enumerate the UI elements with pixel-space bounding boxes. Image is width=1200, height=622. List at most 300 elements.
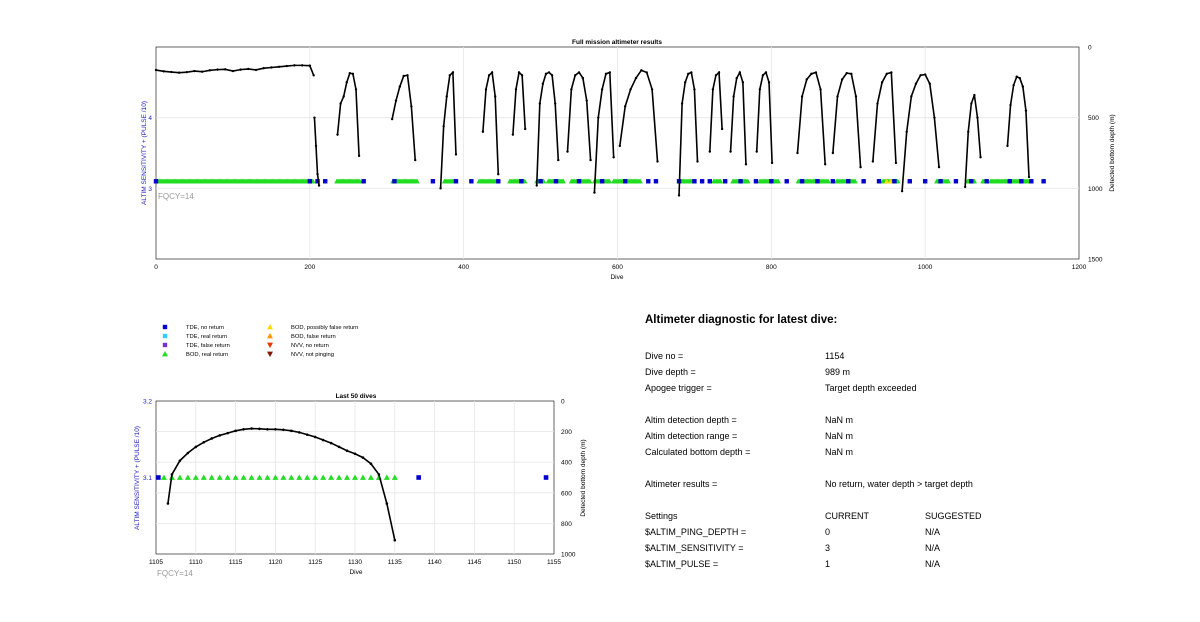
- depth-point: [765, 71, 767, 73]
- depth-point: [536, 184, 538, 186]
- depth-point: [739, 71, 741, 73]
- depth-point: [354, 452, 357, 455]
- depth-point: [976, 116, 978, 118]
- main-x-tick-label: 200: [304, 264, 316, 271]
- depth-point: [876, 102, 878, 104]
- depth-point: [635, 77, 637, 79]
- tde-no-return-marker: [431, 179, 435, 183]
- depth-point: [712, 88, 714, 90]
- last50-left-tick-label: 3.2: [142, 398, 152, 406]
- depth-point: [286, 65, 288, 67]
- depth-point: [570, 88, 572, 90]
- legend-item: [163, 325, 224, 331]
- depth-point: [886, 73, 888, 75]
- depth-point: [801, 95, 803, 97]
- legend-triangle-marker: [267, 333, 273, 338]
- depth-point: [919, 74, 921, 76]
- diag-value: 989 m: [825, 367, 851, 377]
- settings-header-suggested: SUGGESTED: [925, 511, 982, 521]
- depth-point: [881, 81, 883, 83]
- last50-x-tick-label: 1125: [308, 559, 323, 566]
- depth-point: [322, 439, 325, 442]
- depth-point: [298, 431, 301, 434]
- depth-point: [274, 428, 277, 431]
- tde-no-return-marker: [954, 179, 958, 183]
- main-left-tick-label: 4: [148, 115, 152, 123]
- depth-point: [494, 95, 496, 97]
- last50-x-tick-label: 1115: [228, 559, 243, 566]
- depth-point: [542, 83, 544, 85]
- diag-row-dive-depth: [645, 364, 1165, 380]
- depth-point: [171, 473, 174, 476]
- legend-label: NVV, not pinging: [291, 352, 334, 359]
- main-fqcy-label: FQCY=14: [158, 192, 194, 201]
- depth-point: [301, 64, 303, 66]
- diag-settings-header: [645, 508, 1165, 524]
- depth-point: [693, 88, 695, 90]
- depth-point: [915, 83, 917, 85]
- depth-point: [924, 73, 926, 75]
- last50-left-tick-label: 3.1: [142, 475, 152, 482]
- tde-no-return-marker: [544, 475, 549, 480]
- depth-point: [309, 64, 311, 66]
- last50-right-axis-label: Detected bottom depth (m): [580, 439, 587, 517]
- depth-point: [605, 73, 607, 75]
- depth-point: [247, 68, 249, 70]
- depth-point: [762, 74, 764, 76]
- diag-row-detection-depth: [645, 412, 1165, 428]
- depth-point: [796, 152, 798, 154]
- depth-point: [346, 81, 348, 83]
- depth-point: [624, 105, 626, 107]
- tde-no-return-marker: [700, 179, 704, 183]
- depth-point: [293, 64, 295, 66]
- depth-point: [266, 428, 269, 431]
- depth-point: [258, 428, 261, 431]
- depth-point: [690, 71, 692, 73]
- depth-point: [732, 95, 734, 97]
- depth-point: [895, 162, 897, 164]
- depth-point: [378, 473, 381, 476]
- legend-label: BOD, possibly false return: [291, 325, 359, 332]
- tde-no-return-marker: [600, 179, 604, 183]
- depth-point: [832, 152, 834, 154]
- depth-point: [551, 74, 553, 76]
- depth-point: [729, 150, 731, 152]
- legend: [162, 324, 358, 358]
- depth-point: [967, 131, 969, 133]
- main-chart-title: Full mission altimeter results: [572, 39, 662, 46]
- main-right-tick-label: 0: [1088, 44, 1092, 52]
- depth-point: [521, 74, 523, 76]
- last50-x-tick-label: 1130: [348, 559, 362, 566]
- tde-no-return-marker: [1019, 179, 1023, 183]
- legend-triangle-marker: [267, 324, 273, 329]
- depth-point: [715, 74, 717, 76]
- main-right-tick-label: 1500: [1088, 256, 1103, 264]
- depth-point: [358, 155, 360, 157]
- diag-key: Dive depth =: [645, 367, 696, 377]
- depth-point: [684, 81, 686, 83]
- legend-item: [267, 324, 358, 331]
- depth-point: [313, 116, 315, 118]
- depth-point: [640, 69, 642, 71]
- main-x-tick-label: 1200: [1071, 264, 1087, 271]
- depth-point: [938, 166, 940, 168]
- diag-value: NaN m: [825, 447, 854, 457]
- diag-value: NaN m: [825, 431, 854, 441]
- depth-point: [709, 150, 711, 152]
- depth-point: [557, 159, 559, 161]
- main-left-tick-label: 3: [148, 185, 152, 193]
- depth-point: [202, 441, 205, 444]
- setting-current: 3: [825, 543, 831, 553]
- setting-current: 0: [825, 527, 831, 537]
- depth-point: [209, 69, 211, 71]
- depth-point: [756, 150, 758, 152]
- tde-no-return-marker: [877, 179, 881, 183]
- legend-label: BOD, false return: [291, 334, 336, 341]
- depth-point: [255, 69, 257, 71]
- tde-no-return-marker: [323, 179, 327, 183]
- main-x-tick-label: 0: [154, 264, 158, 271]
- diag-key: Calculated bottom depth =: [645, 447, 751, 457]
- tde-no-return-marker: [646, 179, 650, 183]
- depth-point: [836, 95, 838, 97]
- setting-key: $ALTIM_PING_DEPTH =: [645, 527, 747, 537]
- tde-no-return-marker: [738, 179, 742, 183]
- main-chart: [141, 39, 1116, 281]
- depth-point: [439, 187, 441, 189]
- legend-item: [267, 343, 329, 350]
- depth-point: [170, 71, 172, 73]
- legend-triangle-marker: [267, 343, 273, 348]
- depth-point: [970, 102, 972, 104]
- depth-point: [929, 83, 931, 85]
- depth-point: [395, 100, 397, 102]
- depth-point: [218, 434, 221, 437]
- depth-point: [394, 539, 397, 542]
- legend-triangle-marker: [267, 352, 273, 357]
- depth-point: [1022, 85, 1024, 87]
- depth-point: [601, 88, 603, 90]
- main-x-axis-label: Dive: [610, 274, 624, 281]
- depth-point: [515, 88, 517, 90]
- main-right-axis-label: Detected bottom depth (m): [1109, 114, 1116, 192]
- depth-point: [973, 94, 975, 96]
- depth-point: [239, 68, 241, 70]
- main-right-tick-label: 1000: [1088, 185, 1103, 193]
- main-x-tick-label: 1000: [917, 264, 933, 271]
- depth-point: [545, 73, 547, 75]
- depth-point: [482, 131, 484, 133]
- depth-point: [597, 116, 599, 118]
- depth-point: [339, 102, 341, 104]
- tde-no-return-marker: [800, 179, 804, 183]
- main-right-tick-label: 500: [1088, 115, 1099, 123]
- diag-setting-sensitivity: [645, 540, 1165, 556]
- depth-point: [593, 191, 595, 193]
- tde-no-return-marker: [785, 179, 789, 183]
- depth-point: [824, 163, 826, 165]
- depth-point: [841, 78, 843, 80]
- depth-point: [318, 184, 320, 186]
- depth-point: [578, 71, 580, 73]
- depth-point: [455, 153, 457, 155]
- depth-point: [629, 88, 631, 90]
- setting-key: $ALTIM_PULSE =: [645, 559, 719, 569]
- depth-point: [745, 163, 747, 165]
- last50-x-tick-label: 1150: [507, 559, 522, 566]
- depth-point: [646, 71, 648, 73]
- depth-point: [586, 100, 588, 102]
- depth-point: [402, 75, 404, 77]
- depth-point: [414, 159, 416, 161]
- depth-point: [391, 118, 393, 120]
- depth-point: [226, 432, 229, 435]
- depth-point: [201, 71, 203, 73]
- diag-value: No return, water depth > target depth: [825, 479, 973, 489]
- depth-point: [282, 428, 285, 431]
- depth-point: [721, 128, 723, 130]
- depth-point: [488, 74, 490, 76]
- diagnostic-title: Altimeter diagnostic for latest dive:: [645, 314, 838, 326]
- depth-point: [771, 162, 773, 164]
- depth-point: [718, 71, 720, 73]
- diag-key: Altim detection depth =: [645, 415, 737, 425]
- depth-point: [979, 156, 981, 158]
- depth-point: [342, 95, 344, 97]
- settings-header-label: Settings: [645, 511, 678, 521]
- depth-point: [406, 74, 408, 76]
- depth-point: [178, 72, 180, 74]
- diag-value: Target depth exceeded: [825, 383, 917, 393]
- legend-square-marker: [163, 325, 167, 329]
- last50-x-tick-label: 1145: [467, 559, 482, 566]
- legend-label: TDE, real return: [186, 334, 228, 341]
- last50-chart: [134, 393, 587, 578]
- depth-point: [656, 160, 658, 162]
- depth-point: [270, 66, 272, 68]
- diag-key: Altim detection range =: [645, 431, 738, 441]
- legend-label: BOD, real return: [186, 352, 229, 359]
- main-left-axis-label: ALTIM SENSITIVITY + (PULSE /10): [141, 101, 148, 205]
- main-x-tick-label: 800: [765, 264, 777, 271]
- tde-no-return-marker: [831, 179, 835, 183]
- depth-point: [336, 133, 338, 135]
- tde-no-return-marker: [908, 179, 912, 183]
- depth-point: [179, 459, 182, 462]
- depth-point: [362, 456, 365, 459]
- tde-no-return-marker: [708, 179, 712, 183]
- tde-no-return-marker: [692, 179, 696, 183]
- depth-point: [1009, 104, 1011, 106]
- depth-point: [1019, 77, 1021, 79]
- depth-point: [352, 73, 354, 75]
- depth-point: [314, 436, 317, 439]
- depth-point: [224, 68, 226, 70]
- tde-no-return-marker: [416, 475, 421, 480]
- last50-right-tick-label: 600: [561, 490, 572, 498]
- legend-item: [162, 351, 228, 358]
- main-x-tick-label: 400: [458, 264, 470, 271]
- depth-point: [330, 442, 333, 445]
- depth-point: [619, 145, 621, 147]
- depth-point: [696, 160, 698, 162]
- depth-point: [187, 452, 190, 455]
- legend-label: TDE, no return: [186, 325, 225, 332]
- legend-item: [267, 352, 334, 359]
- depth-point: [346, 449, 349, 452]
- depth-point: [193, 70, 195, 72]
- depth-point: [582, 77, 584, 79]
- depth-point: [242, 428, 245, 431]
- depth-point: [290, 430, 293, 433]
- last50-x-tick-label: 1105: [149, 559, 163, 566]
- depth-point: [316, 173, 318, 175]
- depth-point: [349, 72, 351, 74]
- diag-row-dive-no: [645, 348, 1165, 364]
- last50-right-tick-label: 1000: [561, 551, 576, 559]
- last50-x-tick-label: 1155: [547, 559, 561, 566]
- diag-key: Apogee trigger =: [645, 383, 712, 393]
- depth-point: [338, 446, 341, 449]
- depth-point: [442, 125, 444, 127]
- diag-row-bottom-depth: [645, 444, 1165, 460]
- tde-no-return-marker: [554, 179, 558, 183]
- tde-no-return-marker: [392, 179, 396, 183]
- tde-no-return-marker: [577, 179, 581, 183]
- depth-point: [312, 74, 314, 76]
- setting-suggested: N/A: [925, 543, 941, 553]
- depth-point: [859, 166, 861, 168]
- depth-point: [589, 159, 591, 161]
- last50-right-tick-label: 0: [561, 398, 565, 406]
- tde-no-return-marker: [861, 179, 865, 183]
- depth-point: [232, 70, 234, 72]
- depth-point: [155, 69, 157, 71]
- last50-x-tick-label: 1120: [268, 559, 283, 566]
- tde-no-return-marker: [538, 179, 542, 183]
- diag-value: NaN m: [825, 415, 854, 425]
- depth-point: [855, 95, 857, 97]
- settings-header-current: CURRENT: [825, 511, 869, 521]
- legend-item: [163, 343, 230, 349]
- depth-point: [554, 102, 556, 104]
- tde-no-return-marker: [1008, 179, 1012, 183]
- legend-square-marker: [163, 343, 167, 347]
- depth-point: [681, 102, 683, 104]
- diag-value: 1154: [825, 351, 845, 361]
- last50-right-tick-label: 400: [561, 459, 572, 467]
- tde-no-return-marker: [815, 179, 819, 183]
- depth-point: [497, 173, 499, 175]
- last50-right-tick-label: 200: [561, 429, 572, 437]
- diag-key: Altimeter results =: [645, 479, 718, 489]
- depth-point: [819, 88, 821, 90]
- diag-key: Dive no =: [645, 351, 684, 361]
- depth-point: [566, 150, 568, 152]
- depth-point: [449, 74, 451, 76]
- tde-no-return-marker: [923, 179, 927, 183]
- diag-row-altimeter-results: [645, 476, 1165, 492]
- depth-point: [1015, 75, 1017, 77]
- last50-x-tick-label: 1140: [427, 559, 442, 566]
- depth-point: [162, 70, 164, 72]
- tde-no-return-marker: [156, 475, 161, 480]
- depth-point: [736, 77, 738, 79]
- last50-x-axis-label: Dive: [349, 569, 363, 576]
- depth-point: [1006, 145, 1008, 147]
- depth-point: [1025, 109, 1027, 111]
- tde-no-return-marker: [519, 179, 523, 183]
- depth-point: [768, 81, 770, 83]
- legend-square-marker: [163, 334, 167, 338]
- depth-point: [355, 88, 357, 90]
- diagnostic-panel: [645, 314, 1165, 572]
- depth-point: [539, 102, 541, 104]
- tde-no-return-marker: [1041, 179, 1045, 183]
- depth-point: [759, 88, 761, 90]
- depth-point: [278, 66, 280, 68]
- depth-point: [548, 71, 550, 73]
- depth-point: [906, 131, 908, 133]
- setting-suggested: N/A: [925, 527, 941, 537]
- last50-fqcy-label: FQCY=14: [157, 569, 193, 578]
- tde-no-return-marker: [1029, 179, 1033, 183]
- depth-point: [399, 85, 401, 87]
- diag-setting-ping-depth: [645, 524, 1165, 540]
- depth-point: [612, 156, 614, 158]
- last50-x-tick-label: 1135: [387, 559, 402, 566]
- depth-point: [574, 74, 576, 76]
- tde-no-return-marker: [846, 179, 850, 183]
- tde-no-return-marker: [985, 179, 989, 183]
- depth-point: [890, 71, 892, 73]
- tde-no-return-marker: [623, 179, 627, 183]
- legend-item: [267, 333, 336, 340]
- depth-point: [250, 427, 253, 430]
- depth-point: [210, 437, 213, 440]
- setting-key: $ALTIM_SENSITIVITY =: [645, 543, 744, 553]
- last50-x-tick-label: 1110: [189, 559, 203, 566]
- tde-no-return-marker: [454, 179, 458, 183]
- depth-point: [964, 186, 966, 188]
- depth-point: [186, 71, 188, 73]
- depth-point: [306, 433, 309, 436]
- depth-point: [933, 116, 935, 118]
- depth-point: [609, 71, 611, 73]
- depth-point: [806, 78, 808, 80]
- tde-no-return-marker: [496, 179, 500, 183]
- depth-point: [518, 71, 520, 73]
- depth-point: [524, 128, 526, 130]
- depth-point: [742, 81, 744, 83]
- diag-row-detection-range: [645, 428, 1165, 444]
- tde-no-return-marker: [361, 179, 365, 183]
- tde-no-return-marker: [723, 179, 727, 183]
- tde-no-return-marker: [308, 179, 312, 183]
- setting-suggested: N/A: [925, 559, 941, 569]
- tde-no-return-marker: [892, 179, 896, 183]
- depth-point: [810, 73, 812, 75]
- depth-point: [901, 190, 903, 192]
- depth-point: [1028, 176, 1030, 178]
- depth-point: [216, 68, 218, 70]
- tde-no-return-marker: [469, 179, 473, 183]
- depth-point: [485, 88, 487, 90]
- tde-no-return-marker: [969, 179, 973, 183]
